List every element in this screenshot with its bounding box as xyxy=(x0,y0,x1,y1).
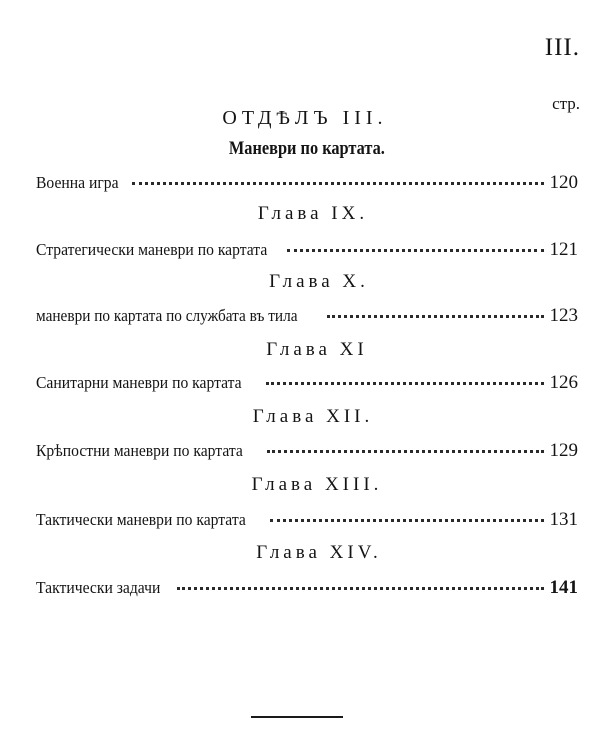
entry-page: 129 xyxy=(549,440,578,461)
dot-leader xyxy=(270,518,543,522)
dot-leader xyxy=(132,181,544,185)
entry-title: Санитарни маневри по картата xyxy=(36,373,242,392)
bottom-rule xyxy=(251,716,343,718)
entry-title: маневри по картата по службата въ тила xyxy=(36,306,298,325)
toc-entry xyxy=(36,372,578,394)
entry-page: 131 xyxy=(549,509,578,530)
chapter-heading: Глава X. xyxy=(269,271,369,292)
toc-entry xyxy=(36,172,578,194)
entry-title: Стратегически маневри по картата xyxy=(36,240,268,259)
entry-page: 126 xyxy=(549,372,578,393)
toc-entry xyxy=(36,239,578,261)
entry-page: 120 xyxy=(549,172,578,193)
chapter-heading: Глава XII. xyxy=(252,406,374,427)
dot-leader xyxy=(267,449,544,453)
entry-title: Тактически задачи xyxy=(36,578,161,597)
section-subtitle: Маневри по картата. xyxy=(228,138,385,159)
entry-title: Тактически маневри по картата xyxy=(36,510,246,529)
toc-entry xyxy=(36,577,578,599)
dot-leader xyxy=(327,314,544,318)
toc-entry xyxy=(36,305,578,327)
entry-page: 141 xyxy=(549,577,578,598)
chapter-heading: Глава IX. xyxy=(257,203,369,224)
section-title: ОТДѢЛЪ III. xyxy=(222,107,388,129)
entry-page: 123 xyxy=(549,305,578,326)
toc-entry xyxy=(36,440,578,462)
entry-title: Военна игра xyxy=(36,173,119,192)
dot-leader xyxy=(266,381,544,385)
chapter-heading: Глава XI xyxy=(266,339,368,360)
toc-entry xyxy=(36,509,578,531)
chapter-heading: Глава XIII. xyxy=(251,474,383,495)
chapter-heading: Глава XIV. xyxy=(256,542,382,563)
entry-title: Крѣпостни маневри по картата xyxy=(36,441,243,460)
dot-leader xyxy=(287,248,543,252)
page-column-label: стр. xyxy=(552,94,580,113)
page-number: III. xyxy=(544,34,580,61)
dot-leader xyxy=(177,586,543,590)
entry-page: 121 xyxy=(549,239,578,260)
